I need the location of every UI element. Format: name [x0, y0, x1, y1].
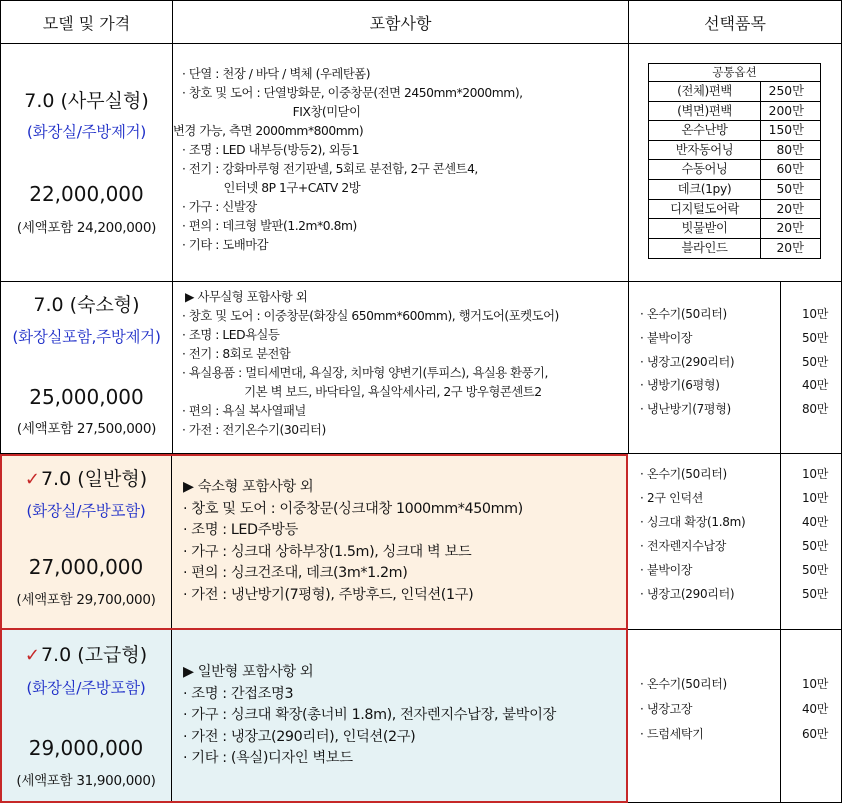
included-line: · 욕실용품 : 멀티세면대, 욕실장, 치마형 양변기(투피스), 욕실용 환풍기,	[182, 366, 548, 380]
included-line: ▶ 사무실형 포함사항 외	[185, 290, 308, 304]
common-option-price: 50만	[776, 181, 804, 196]
common-option-row	[649, 160, 820, 180]
model-sub: (화장실/주방포함)	[26, 679, 146, 697]
header-model-price-label: 모델 및 가격	[42, 13, 131, 33]
included-line: ▶ 숙소형 포함사항 외	[183, 479, 314, 495]
common-option-row	[649, 121, 820, 141]
common-option-name: 데크(1py)	[649, 180, 761, 199]
option-price: 10만	[802, 490, 828, 505]
common-option-price: 20만	[776, 221, 804, 236]
included-line: · 기타 : (욕실)디자인 벽보드	[183, 750, 353, 766]
included-line: · 단열 : 천장 / 바닥 / 벽체 (우레탄폼)	[182, 67, 371, 81]
model-cell-general	[2, 456, 170, 628]
common-option-name: (벽면)편백	[649, 102, 761, 121]
model-price: 27,000,000	[28, 555, 144, 579]
model-price: 22,000,000	[29, 182, 144, 206]
included-cell-office	[172, 44, 628, 282]
common-option-row	[649, 180, 820, 200]
header-options	[628, 0, 842, 44]
common-option-row	[649, 239, 820, 259]
option-price: 60만	[802, 726, 828, 741]
included-line: · 기타 : 도배마감	[182, 238, 269, 252]
included-line: · 조명 : 간접조명3	[183, 685, 294, 702]
option-name: · 냉방기(6평형)	[640, 377, 720, 392]
included-line: · 조명 : LED 내부등(방등2), 외등1	[182, 143, 359, 157]
included-line: · 가전 : 전기온수기(30리터)	[182, 423, 326, 437]
model-name: 7.0 (사무실형)	[24, 90, 149, 112]
header-included-label: 포함사항	[369, 13, 432, 33]
included-cell-premium	[174, 630, 626, 801]
model-sub: (화장실포함,주방제거)	[12, 328, 161, 346]
common-option-name: 반자동어닝	[649, 141, 761, 160]
common-option-price: 250만	[768, 84, 804, 98]
common-option-row	[649, 82, 820, 102]
option-name: · 드럼세탁기	[640, 726, 704, 741]
model-name: 7.0 (일반형)	[40, 468, 148, 490]
model-price: 29,000,000	[28, 736, 144, 760]
included-line: 변경 가능, 측면 2000mm*800mm)	[173, 124, 364, 138]
option-price: 40만	[802, 701, 828, 716]
option-price: 10만	[802, 306, 828, 321]
model-sub: (화장실/주방제거)	[26, 123, 147, 141]
included-line: · 조명 : LED주방등	[183, 522, 298, 538]
check-icon: ✓	[24, 645, 40, 666]
included-line: · 창호 및 도어 : 단열방화문, 이중창문(전면 2450mm*2000mm),	[182, 86, 523, 100]
common-option-row	[649, 102, 820, 122]
model-vat: (세액포함 27,500,000)	[16, 421, 157, 437]
common-option-row	[649, 141, 820, 161]
option-price: 40만	[802, 377, 828, 392]
included-line: FIX창(미닫이	[182, 105, 361, 119]
divider	[171, 456, 172, 628]
included-line: · 전기 : 강화마루형 전기판넬, 5회로 분전함, 2구 콘센트4,	[182, 162, 478, 176]
model-cell-premium	[2, 630, 170, 801]
option-price: 50만	[802, 562, 828, 577]
option-price: 50만	[802, 538, 828, 553]
common-option-price: 60만	[776, 162, 804, 177]
option-name: · 2구 인덕션	[640, 490, 704, 505]
option-price: 50만	[802, 330, 828, 345]
option-name: · 붙박이장	[640, 562, 693, 577]
included-line: · 전기 : 8회로 분전함	[182, 347, 291, 361]
options-price-cell-premium	[780, 630, 842, 803]
common-option-price: 80만	[776, 142, 804, 157]
header-included	[172, 0, 628, 44]
model-cell-lodging	[0, 282, 172, 454]
common-option-row	[649, 219, 820, 239]
option-name: · 온수기(50리터)	[640, 676, 727, 691]
common-option-name: 수동어닝	[649, 160, 761, 179]
header-model-price	[0, 0, 172, 44]
option-price: 80만	[802, 401, 828, 416]
option-name: · 냉장고(290리터)	[640, 586, 735, 601]
common-option-price: 150만	[768, 123, 804, 138]
included-cell-lodging	[172, 282, 628, 454]
included-line: · 창호 및 도어 : 이중창문(화장실 650mm*600mm), 행거도어(포켓도어)	[182, 309, 559, 323]
model-name: 7.0 (숙소형)	[33, 294, 140, 316]
included-line: 인터넷 8P 1구+CATV 2방	[182, 181, 361, 195]
model-vat: (세액포함 29,700,000)	[16, 592, 156, 608]
option-price: 50만	[802, 354, 828, 369]
option-price: 50만	[802, 586, 828, 601]
included-line: · 창호 및 도어 : 이중창문(싱크대창 1000mm*450mm)	[183, 500, 523, 517]
included-line: · 편의 : 싱크건조대, 데크(3m*1.2m)	[183, 565, 408, 581]
option-price: 40만	[802, 514, 828, 529]
header-options-label: 선택품목	[704, 13, 766, 33]
common-option-price: 200만	[768, 103, 804, 118]
common-option-name: 빗물받이	[649, 219, 761, 238]
divider	[171, 630, 172, 801]
option-name: · 온수기(50리터)	[640, 306, 727, 321]
included-line: · 조명 : LED욕실등	[182, 328, 280, 342]
options-cell-premium	[628, 630, 780, 803]
included-line: · 편의 : 욕실 복사열패널	[182, 404, 306, 418]
included-line: · 가구 : 싱크대 상하부장(1.5m), 싱크대 벽 보드	[183, 543, 472, 560]
check-icon: ✓	[24, 469, 40, 490]
model-vat: (세액포함 24,200,000)	[16, 220, 157, 236]
option-name: · 온수기(50리터)	[640, 466, 727, 481]
common-option-name: (전체)편백	[649, 82, 761, 101]
option-price: 10만	[802, 466, 828, 481]
included-line: ▶ 일반형 포함사항 외	[183, 664, 314, 680]
common-options-table	[648, 63, 821, 259]
included-line: · 가전 : 냉장고(290리터), 인덕션(2구)	[183, 728, 416, 745]
option-name: · 전자렌지수납장	[640, 538, 727, 553]
model-sub: (화장실/주방포함)	[26, 502, 146, 520]
option-name: · 붙박이장	[640, 330, 693, 345]
common-option-row	[649, 200, 820, 220]
common-option-name: 디지털도어락	[649, 200, 761, 219]
option-name: · 싱크대 확장(1.8m)	[640, 514, 746, 529]
included-line: 기본 벽 보드, 바닥타일, 욕실악세사리, 2구 방우형콘센트2	[182, 385, 542, 399]
included-line: · 가구 : 신발장	[182, 200, 257, 214]
option-name: · 냉장고장	[640, 701, 693, 716]
model-vat: (세액포함 31,900,000)	[16, 773, 156, 789]
included-line: · 가구 : 싱크대 확장(총너비 1.8m), 전자렌지수납장, 붙박이장	[183, 707, 556, 723]
option-name: · 냉장고(290리터)	[640, 354, 735, 369]
included-line: · 편의 : 데크형 발판(1.2m*0.8m)	[182, 219, 357, 233]
common-option-name: 온수난방	[649, 121, 761, 140]
included-line: · 가전 : 냉난방기(7평형), 주방후드, 인덕션(1구)	[183, 586, 474, 603]
common-option-name: 블라인드	[649, 239, 761, 259]
included-cell-general	[174, 456, 626, 628]
common-options-title: 공통옵션	[649, 64, 820, 82]
common-option-price: 20만	[776, 240, 804, 255]
option-name: · 냉난방기(7평형)	[640, 401, 731, 416]
common-option-price: 20만	[776, 201, 804, 216]
model-price: 25,000,000	[29, 385, 144, 409]
option-price: 10만	[802, 676, 828, 691]
model-cell-office	[0, 44, 172, 282]
model-name: 7.0 (고급형)	[40, 644, 148, 666]
